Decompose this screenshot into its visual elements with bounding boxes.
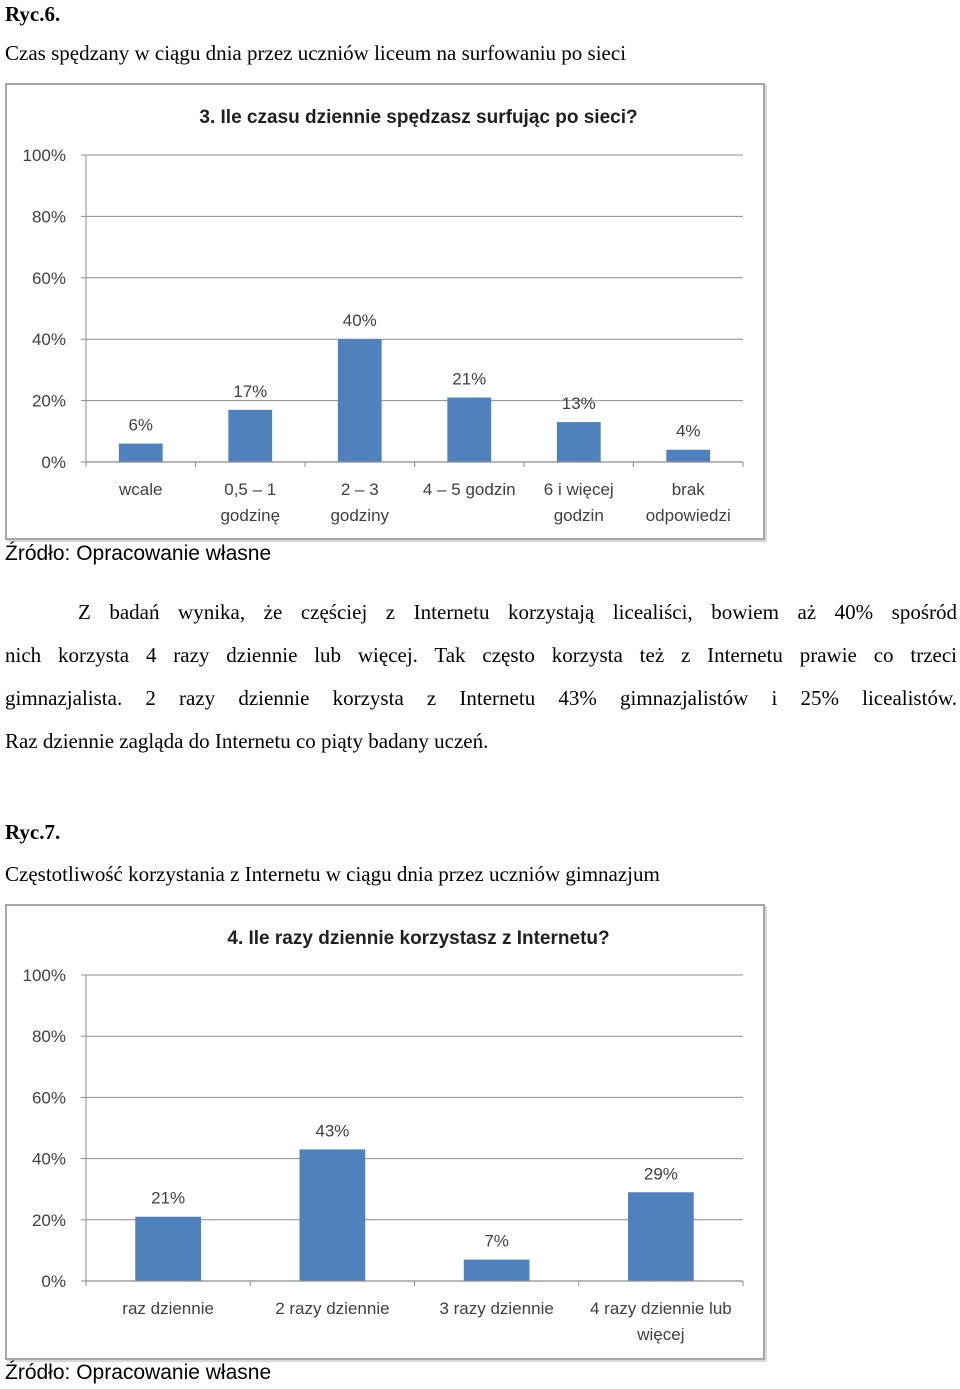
- bar: [135, 1217, 201, 1281]
- x-tick-label: 4 razy dziennie lub: [589, 1299, 732, 1318]
- data-label: 21%: [151, 1188, 186, 1208]
- chart-title: 3. Ile czasu dziennie spędzasz surfując po sieci?: [199, 107, 638, 128]
- paragraph-line-1: Z badań wynika, że częściej z Internetu korzystają licealiści, bowiem aż 40% spośród: [78, 600, 957, 624]
- y-tick-label: 40%: [31, 1149, 66, 1169]
- y-tick-label: 100%: [22, 146, 66, 165]
- y-tick-label: 100%: [22, 966, 66, 985]
- x-tick-label: 2 razy dziennie: [275, 1299, 390, 1318]
- x-tick-label: 3 razy dziennie: [439, 1299, 554, 1318]
- bar: [557, 422, 601, 462]
- y-tick-label: 0%: [41, 1272, 66, 1291]
- y-tick-label: 80%: [31, 207, 66, 227]
- data-label: 7%: [484, 1231, 509, 1251]
- x-tick-label: raz dziennie: [122, 1299, 214, 1318]
- data-label: 43%: [315, 1121, 350, 1141]
- x-tick-label: godzin: [553, 506, 604, 525]
- bar: [464, 1260, 530, 1281]
- x-tick-label: odpowiedzi: [645, 506, 731, 525]
- paragraph-line-3: gimnazjalista. 2 razy dziennie korzysta z Internetu 43% gimnazjalistów i 25% licealistów.: [5, 686, 957, 710]
- x-tick-label: 2 – 3: [340, 480, 379, 499]
- data-label: 13%: [561, 394, 596, 414]
- x-tick-label: godziny: [330, 506, 390, 525]
- data-label: 40%: [342, 311, 377, 331]
- chart-2-frame: [5, 904, 765, 1360]
- x-tick-label: brak: [671, 480, 705, 499]
- y-tick-label: 40%: [31, 330, 66, 350]
- bar: [119, 444, 163, 462]
- bar: [338, 339, 382, 462]
- bar: [628, 1192, 694, 1281]
- chart-2: [7, 906, 763, 1358]
- bar: [447, 398, 491, 462]
- y-tick-label: 0%: [41, 453, 66, 472]
- paragraph-line-4: Raz dziennie zagląda do Internetu co piąty badany uczeń.: [5, 729, 489, 753]
- data-label: 21%: [452, 369, 487, 389]
- bar: [666, 450, 710, 462]
- y-tick-label: 60%: [31, 1088, 66, 1108]
- x-tick-label: wcale: [119, 480, 163, 499]
- x-tick-label: godzinę: [220, 506, 281, 525]
- figure-6-caption: Czas spędzany w ciągu dnia przez uczniów liceum na surfowaniu po sieci: [5, 41, 627, 65]
- bar: [300, 1149, 366, 1281]
- x-tick-label: 0,5 – 1: [224, 480, 277, 499]
- data-label: 29%: [643, 1164, 678, 1184]
- chart-title: 4. Ile razy dziennie korzystasz z Internetu?: [227, 928, 610, 949]
- y-tick-label: 80%: [31, 1027, 66, 1047]
- y-tick-label: 20%: [31, 391, 66, 411]
- x-tick-label: 4 – 5 godzin: [422, 480, 516, 499]
- bar: [228, 410, 272, 462]
- figure-7-source: Źródło: Opracowanie własne: [5, 1361, 272, 1384]
- chart-1: [7, 85, 763, 538]
- data-label: 4%: [675, 421, 701, 441]
- chart-1-frame: [5, 83, 765, 540]
- figure-6-source: Źródło: Opracowanie własne: [5, 542, 272, 565]
- x-tick-label: 6 i więcej: [543, 480, 614, 499]
- figure-7-caption: Częstotliwość korzystania z Internetu w ciągu dnia przez uczniów gimnazjum: [5, 862, 660, 886]
- body-paragraph: [5, 591, 957, 763]
- figure-6-label: Ryc.6.: [5, 2, 61, 26]
- data-label: 6%: [128, 415, 154, 435]
- figure-7-label: Ryc.7.: [5, 820, 61, 844]
- data-label: 17%: [233, 381, 268, 401]
- y-tick-label: 60%: [31, 268, 66, 288]
- x-tick-label: więcej: [637, 1325, 685, 1344]
- paragraph-line-2: nich korzysta 4 razy dziennie lub więcej. Tak często korzysta też z Internetu prawie co trzeci: [5, 643, 957, 667]
- y-tick-label: 20%: [31, 1210, 66, 1230]
